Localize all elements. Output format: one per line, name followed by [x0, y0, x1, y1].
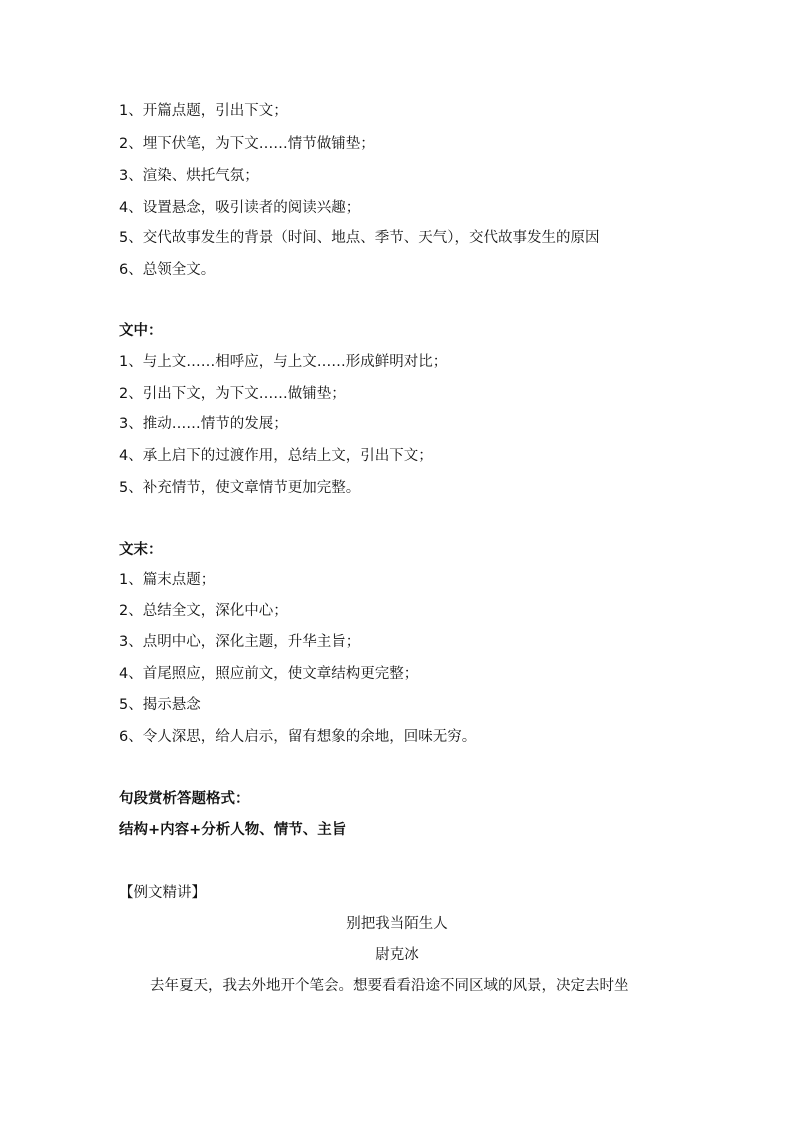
example-first-line: 去年夏天，我去外地开个笔会。想要看看沿途不同区域的风景，决定去时坐 [150, 978, 629, 994]
example-label: 【例文精讲】 [119, 885, 206, 901]
opening-item-1: 1、开篇点题，引出下文； [119, 103, 288, 119]
format-heading: 句段赏析答题格式： [119, 791, 250, 807]
opening-item-2: 2、埋下伏笔，为下文……情节做铺垫； [119, 136, 375, 152]
middle-item-5: 5、补充情节，使文章情节更加完整。 [119, 480, 361, 496]
opening-item-4: 4、设置悬念，吸引读者的阅读兴趣； [119, 200, 361, 216]
middle-item-1: 1、与上文……相呼应，与上文……形成鲜明对比； [119, 354, 448, 370]
end-item-4: 4、首尾照应，照应前文，使文章结构更完整； [119, 666, 419, 682]
opening-item-3: 3、渲染、烘托气氛； [119, 168, 259, 184]
end-item-2: 2、总结全文，深化中心； [119, 603, 288, 619]
format-formula: 结构+内容+分析人物、情节、主旨 [119, 822, 347, 838]
opening-item-5: 5、交代故事发生的背景（时间、地点、季节、天气），交代故事发生的原因 [119, 230, 600, 246]
middle-heading: 文中： [119, 323, 163, 339]
middle-item-4: 4、承上启下的过渡作用，总结上文，引出下文； [119, 448, 433, 464]
opening-item-6: 6、总领全文。 [119, 262, 216, 278]
middle-item-2: 2、引出下文，为下文……做铺垫； [119, 386, 346, 402]
example-title: 别把我当陌生人 [346, 916, 448, 932]
example-author: 尉克冰 [375, 947, 419, 963]
end-item-3: 3、点明中心，深化主题，升华主旨； [119, 634, 361, 650]
end-item-1: 1、篇末点题； [119, 572, 216, 588]
end-item-5: 5、揭示悬念 [119, 697, 201, 713]
end-item-6: 6、令人深思，给人启示，留有想象的余地，回味无穷。 [119, 729, 477, 745]
middle-item-3: 3、推动……情节的发展； [119, 416, 288, 432]
end-heading: 文末： [119, 542, 163, 558]
